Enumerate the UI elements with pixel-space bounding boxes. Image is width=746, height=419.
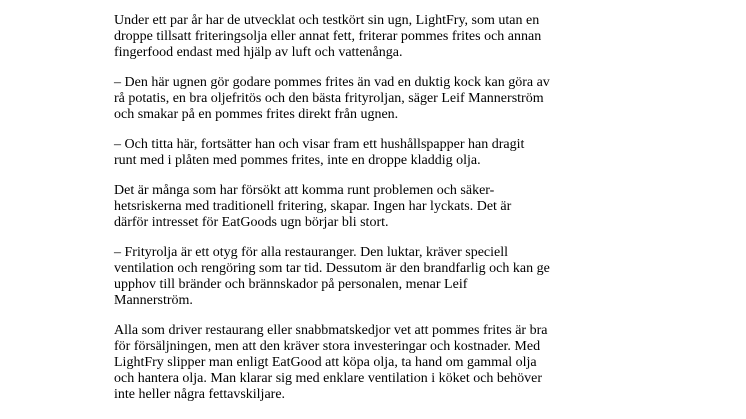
- text-line: Mannerström.: [114, 293, 193, 308]
- text-line: – Frityrolja är ett otyg för alla restauranger. Den luktar, kräver speciell: [114, 245, 509, 260]
- paragraph-mannerstrom-quote-2: [114, 137, 614, 169]
- text-line: hetsriskerna med traditionell fritering, skapar. Ingen har lyckats. Det är: [114, 199, 512, 214]
- text-line: för försäljningen, men att den kräver stora investeringar och kostnader. Med: [114, 339, 541, 354]
- text-line: Under ett par år har de utvecklat och testkört sin ugn, LightFry, som utan en: [114, 13, 540, 28]
- text-line: och hantera olja. Man klarar sig med enklare ventilation i köket och behöver: [114, 371, 543, 386]
- document-body: [114, 13, 614, 417]
- text-line: upphov till bränder och brännskador på personalen, menar Leif: [114, 277, 468, 292]
- text-line: Alla som driver restaurang eller snabbmatskedjor vet att pommes frites är bra: [114, 323, 548, 338]
- text-line: Det är många som har försökt att komma runt problemen och säker-: [114, 183, 495, 198]
- text-line: ventilation och rengöring som tar tid. Dessutom är den brandfarlig och kan ge: [114, 261, 550, 276]
- text-line: därför intresset för EatGoods ugn börjar bli stort.: [114, 215, 389, 230]
- paragraph-safety-risks: [114, 183, 614, 231]
- text-line: LightFry slipper man enligt EatGood att köpa olja, ta hand om gammal olja: [114, 355, 537, 370]
- paragraph-restaurant-costs: [114, 323, 614, 403]
- paragraph-lightfry-intro: [114, 13, 614, 61]
- text-line: och smakar på en pommes frites direkt från ugnen.: [114, 107, 399, 122]
- text-line: runt med i plåten med pommes frites, inte en droppe kladdig olja.: [114, 153, 481, 168]
- text-line: – Den här ugnen gör godare pommes frites än vad en duktig kock kan göra av: [114, 75, 550, 90]
- text-line: rå potatis, en bra oljefritös och den bästa frityroljan, säger Leif Mannerström: [114, 91, 544, 106]
- text-line: fingerfood endast med hjälp av luft och vattenånga.: [114, 45, 403, 60]
- paragraph-mannerstrom-quote-3: [114, 245, 614, 309]
- text-line: inte heller några fettavskiljare.: [114, 387, 286, 402]
- text-line: droppe tillsatt friteringsolja eller annat fett, friterar pommes frites och annan: [114, 29, 542, 44]
- paragraph-mannerstrom-quote-1: [114, 75, 614, 123]
- text-line: – Och titta här, fortsätter han och visar fram ett hushållspapper han dragit: [114, 137, 525, 152]
